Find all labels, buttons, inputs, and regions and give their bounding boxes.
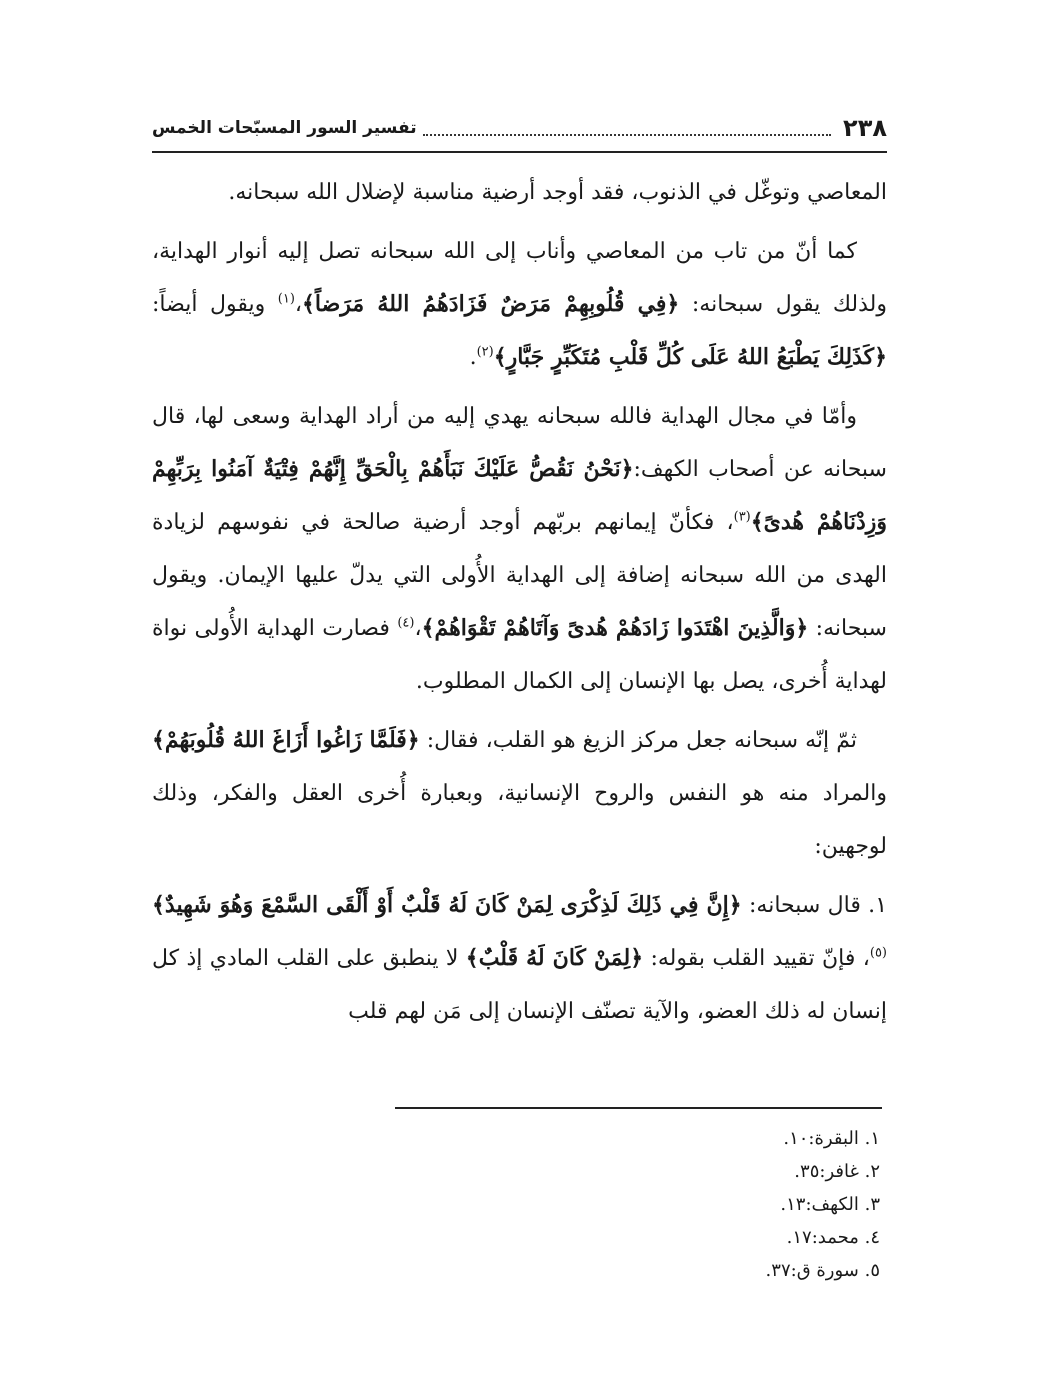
paragraph [152, 225, 887, 384]
paragraph [152, 714, 887, 873]
body-text: لا ينطبق على القلب المادي إذ كل إنسان له ذلك العضو، والآية تصنّف الإنسان إلى مَن لهم قلب [152, 946, 887, 1024]
paragraph [152, 166, 887, 219]
body-text: ، [414, 616, 422, 641]
footnote-reference: (٢) [476, 344, 494, 360]
body-text: . [469, 345, 477, 370]
footnote-2: ٢. غافر:٣٥. [794, 1161, 880, 1182]
book-title: تفسير السور المسبّحات الخمس [152, 118, 417, 138]
footnotes [640, 1122, 880, 1287]
footnote-reference: (٥) [869, 945, 887, 961]
quran-verse: ﴿لِمَنْ كَانَ لَهُ قَلْبٌ﴾ [465, 945, 644, 971]
footnote-reference: (١) [277, 291, 295, 307]
footnote-reference: (٣) [733, 509, 751, 525]
body-text: فصارت الهداية الأُولى نواة لهداية أُخرى، يصل بها الإنسان إلى الكمال المطلوب. [152, 616, 887, 694]
footnote-3: ٣. الكهف:١٣. [780, 1194, 880, 1215]
header-leader-dots [423, 120, 831, 136]
quran-verse: ﴿كَذَلِكَ يَطْبَعُ اللهُ عَلَى كُلِّ قَلْبِ مُتَكَبِّرٍ جَبَّارٍ﴾ [493, 344, 887, 370]
page-number: ٢٣٨ [843, 114, 887, 142]
footnote-1: ١. البقرة:١٠. [783, 1128, 880, 1149]
body-text: ، [294, 292, 303, 317]
quran-verse: ﴿نَحْنُ نَقُصُّ عَلَيْكَ نَبَأَهُمْ بِالْحَقِّ إِنَّهُمْ فِتْيَةٌ آمَنُوا بِرَبِّهِمْ وَزِدْنَاهُمْ هُدىً﴾ [152, 456, 887, 535]
footnote-separator [395, 1107, 882, 1109]
main-text [152, 166, 887, 1044]
body-text: ، فإنّ تقييد القلب بقوله: [643, 946, 870, 971]
body-text: ثمّ إنّه سبحانه جعل مركز الزيغ هو القلب، فقال: [419, 728, 857, 753]
body-text: ويقول أيضاً: [152, 292, 278, 317]
quran-verse: ﴿وَالَّذِينَ اهْتَدَوا زَادَهُمْ هُدىً وَآتَاهُمْ تَقْوَاهُمْ﴾ [421, 615, 809, 641]
footnote-reference: (٤) [397, 615, 415, 631]
quran-verse: ﴿فِي قُلُوبِهِمْ مَرَضٌ فَزَادَهُمُ اللهُ مَرَضاً﴾ [302, 291, 680, 317]
body-text: ، فكأنّ إيمانهم بربّهم أوجد أرضية صالحة في نفوسهم لزيادة الهدى من الله سبحانه إضافة إلى الهداية الأُولى التي يدلّ عليها الإيمان. ويقول سبحانه: [152, 510, 887, 641]
footnote-4: ٤. محمد:١٧. [786, 1227, 880, 1248]
paragraph [152, 879, 887, 1038]
quran-verse: ﴿إِنَّ فِي ذَلِكَ لَذِكْرَى لِمَنْ كَانَ لَهُ قَلْبٌ أَوْ أَلْقَى السَّمْعَ وَهُوَ شَهِيدٌ﴾ [152, 892, 742, 918]
body-text: المعاصي وتوغّل في الذنوب، فقد أوجد أرضية مناسبة لإضلال الله سبحانه. [228, 180, 887, 205]
quran-verse: ﴿فَلَمَّا زَاغُوا أَزَاغَ اللهُ قُلُوبَهُمْ﴾ [152, 727, 420, 753]
header-rule [152, 151, 887, 153]
running-header [152, 108, 887, 148]
paragraph [152, 390, 887, 708]
footnote-5: ٥. سورة ق:٣٧. [765, 1260, 880, 1281]
body-text: وأمّا في مجال الهداية فالله سبحانه يهدي إليه من أراد الهداية وسعى لها، قال سبحانه عن أصحاب الكهف: [152, 404, 887, 482]
body-text: كما أنّ من تاب من المعاصي وأناب إلى الله سبحانه تصل إليه أنوار الهداية، ولذلك يقول سبحانه: [152, 239, 888, 317]
body-text: ١. قال سبحانه: [741, 893, 888, 918]
body-text: والمراد منه هو النفس والروح الإنسانية، وبعبارة أُخرى العقل والفكر، وذلك لوجهين: [152, 781, 887, 859]
